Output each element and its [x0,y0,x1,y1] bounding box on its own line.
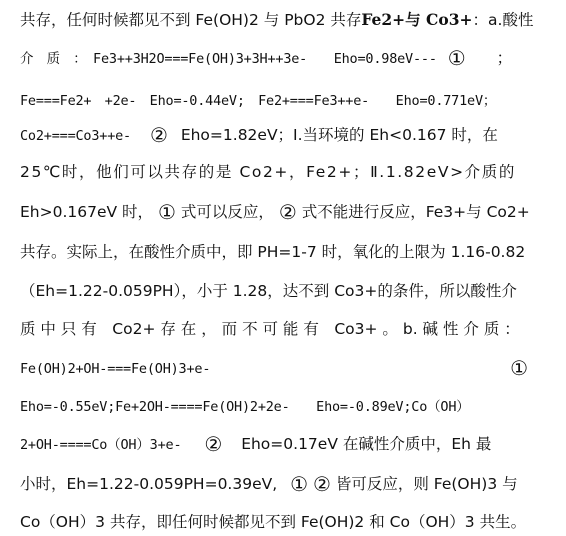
circled-number-2: ② [312,472,331,496]
text-line-3 [20,86,552,114]
text-segment: 式不能进行反应，Fe3+与 Co2+ [301,203,530,221]
text-segment: ：a.酸性 [472,11,534,29]
equation-text: Fe(OH)2+OH-===Fe(OH)3+e- [20,361,211,377]
text-segment: 共存。实际上，在酸性介质中，即 PH=1-7 时，氧化的上限为 1.16-0.82 [20,243,526,261]
text-segment: 共存，任何时候都见不到 Fe(OH)2 与 PbO2 共存 [20,11,362,29]
text-line-10 [20,354,552,382]
text-line-1 [20,6,552,34]
text-segment: 皆可反应，则 Fe(OH)3 与 [335,475,518,493]
text-segment: Co（OH）3 共存，即任何时候都见不到 Fe(OH)2 和 Co（OH）3 共生。 [20,513,527,531]
text-line-7 [20,238,552,266]
text-segment: 25℃时，他们可以共存的是 Co2+，Fe2+；Ⅱ.1.82eV>介质的 [20,163,516,181]
text-line-11 [20,392,552,420]
text-line-2 [20,44,552,72]
equation-text: Fe===Fe2+ +2e- Eho=-0.44eV; Fe2+===Fe3++e- Eho=0.771eV； [20,93,497,109]
text-line-13 [20,470,552,498]
text-line-14 [20,508,552,536]
text-segment: 小时，Eh=1.22-0.059PH=0.39eV, [20,475,278,493]
text-line-5 [20,158,552,186]
text-line-8 [20,277,552,305]
text-segment: （Eh=1.22-0.059PH），小于 1.28，达不到 Co3+的条件，所以酸性介 [20,282,517,300]
text-segment: ； [496,49,513,67]
circled-number-2: ② [149,123,168,147]
text-segment: Eh>0.167eV 时， [20,203,154,221]
circled-number-1: ① [290,472,309,496]
circled-number-1: ① [447,46,466,70]
text-line-6 [20,198,552,226]
equation-text: Eho=-0.55eV;Fe+2OH-====Fe(OH)2+2e- Eho=-0.89eV;Co（OH） [20,399,470,415]
circled-number-1: ① [510,356,528,380]
circled-number-2: ② [278,200,297,224]
equation-text: Co2+===Co3++e- [20,128,131,144]
equation-text: 介 质 ： Fe3++3H2O===Fe(OH)3+3H++3e- Eho=0.98eV--- [20,51,437,67]
circled-number-1: ① [157,200,176,224]
text-line-12 [20,430,552,458]
circled-number-2: ② [204,432,223,456]
text-segment: 式可以反应， [180,203,274,221]
text-line-9 [20,315,552,343]
text-segment: Eho=0.17eV 在碱性介质中，Eh 最 [241,435,492,453]
text-segment: Eho=1.82eV；Ⅰ.当环境的 Eh<0.167 时，在 [180,126,498,144]
highlight-ions: Fe2+与 Co3+ [361,10,473,29]
text-segment: 质 中 只 有 Co2+ 存 在 ， 而 不 可 能 有 Co3+ 。 b. 碱 性 介 质 ： [20,320,520,338]
equation-text: 2+OH-====Co（OH）3+e- [20,437,182,453]
text-line-4 [20,121,552,149]
